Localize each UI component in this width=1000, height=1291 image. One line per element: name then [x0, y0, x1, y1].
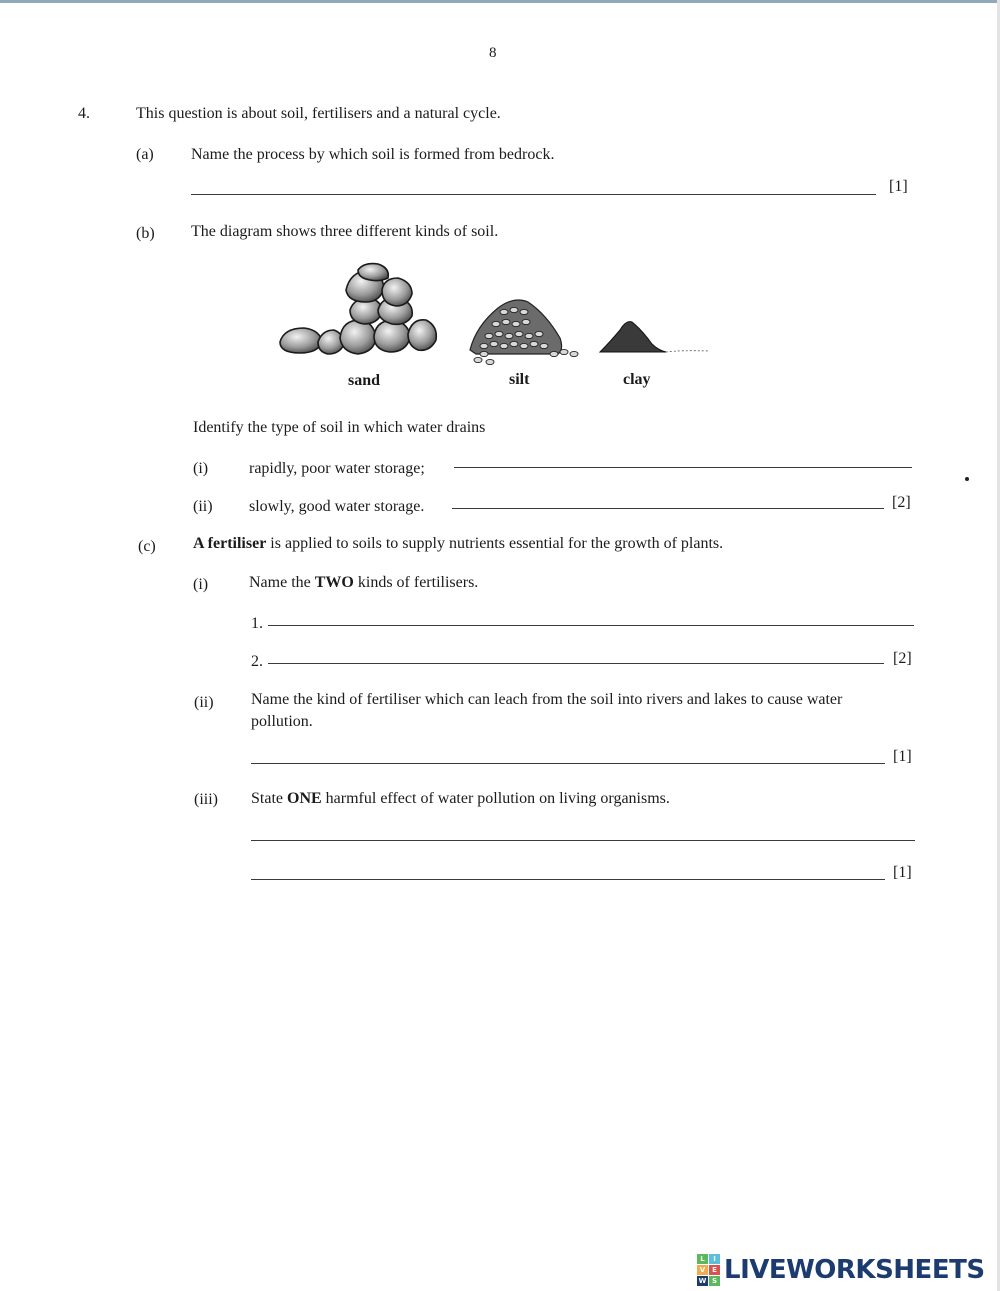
part-a-marks: [1] — [889, 178, 908, 195]
part-b-i-label: (i) — [193, 460, 209, 477]
part-c-i-item1-label: 1. — [251, 615, 263, 632]
question-intro: This question is about soil, fertilisers and a natural cycle. — [136, 105, 501, 122]
part-c-i-item2-label: 2. — [251, 653, 263, 670]
part-b-marks: [2] — [892, 494, 911, 511]
part-a-text: Name the process by which soil is formed from bedrock. — [191, 146, 555, 163]
question-number: 4. — [78, 105, 90, 122]
part-b-ii-answer-line[interactable] — [452, 508, 884, 509]
part-b-label: (b) — [136, 225, 155, 242]
liveworksheets-logo[interactable] — [697, 1252, 985, 1288]
part-b-i-answer-line[interactable] — [454, 467, 912, 468]
part-c-iii-answer-line-1[interactable] — [251, 840, 915, 841]
part-c-i-answer-line-1[interactable] — [268, 625, 914, 626]
part-c-ii-answer-line[interactable] — [251, 763, 885, 764]
soil-diagram — [270, 258, 730, 370]
part-c-ii-text-line1: Name the kind of fertiliser which can leach from the soil into rivers and lakes to cause water — [251, 691, 843, 708]
silt-label: silt — [509, 371, 530, 388]
liveworksheets-logo-icon: L I V E W S — [697, 1254, 720, 1286]
sand-pile-image — [280, 264, 436, 354]
part-c-iii-label: (iii) — [194, 791, 218, 808]
part-b-i-text: rapidly, poor water storage; — [249, 460, 425, 477]
part-b-ii-text: slowly, good water storage. — [249, 498, 425, 515]
part-c-iii-marks: [1] — [893, 864, 912, 881]
part-c-ii-text-line2: pollution. — [251, 713, 313, 730]
silt-pile-image — [470, 300, 578, 365]
part-c-iii-answer-line-2[interactable] — [251, 879, 885, 880]
liveworksheets-logo-text: LIVEWORKSHEETS — [724, 1255, 985, 1285]
part-a-label: (a) — [136, 146, 154, 163]
part-c-i-label: (i) — [193, 576, 209, 593]
clay-pile-image — [600, 322, 710, 352]
part-c-ii-label: (ii) — [194, 694, 214, 711]
part-b-text: The diagram shows three different kinds of soil. — [191, 223, 499, 240]
part-c-label: (c) — [138, 538, 156, 555]
part-a-answer-line[interactable] — [191, 194, 876, 195]
part-b-ii-label: (ii) — [193, 498, 213, 515]
part-c-i-marks: [2] — [893, 650, 912, 667]
sand-label: sand — [348, 372, 381, 389]
part-b-prompt: Identify the type of soil in which water drains — [193, 419, 486, 436]
part-c-text: A fertiliser is applied to soils to supply nutrients essential for the growth of plants. — [193, 535, 724, 552]
page-top-edge — [0, 0, 1000, 3]
part-c-i-text: Name the TWO kinds of fertilisers. — [249, 574, 479, 591]
part-c-i-answer-line-2[interactable] — [268, 663, 884, 664]
scan-speck — [965, 477, 969, 481]
clay-label: clay — [623, 371, 651, 388]
part-c-iii-text: State ONE harmful effect of water pollution on living organisms. — [251, 790, 670, 807]
part-c-ii-marks: [1] — [893, 748, 912, 765]
page-number: 8 — [489, 45, 497, 61]
